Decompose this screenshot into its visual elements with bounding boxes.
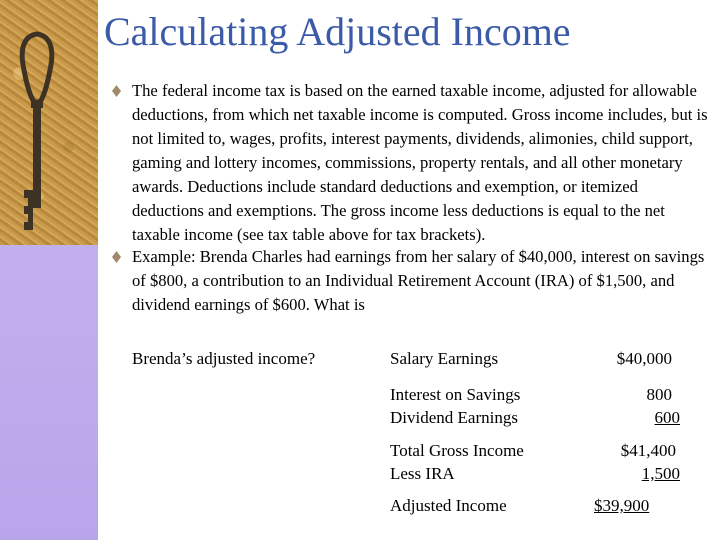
- slide-title: Calculating Adjusted Income: [104, 9, 571, 54]
- question-tail: Brenda’s adjusted income?: [132, 349, 316, 368]
- diamond-bullet-icon: [112, 85, 121, 97]
- row-value-less-ira: 1,500: [641, 464, 680, 483]
- row-value-interest: 800: [646, 385, 672, 404]
- key-icon: [14, 30, 60, 235]
- row-value-total-gross: $41,400: [620, 441, 676, 460]
- row-label-dividend: Dividend Earnings: [390, 408, 518, 427]
- decorative-violet-panel: [0, 245, 98, 540]
- row-label-interest: Interest on Savings: [390, 385, 521, 404]
- row-value-salary: $40,000: [616, 349, 672, 368]
- row-label-less-ira: Less IRA: [390, 464, 455, 483]
- row-value-adjusted: $39,900: [594, 496, 650, 515]
- row-label-adjusted: Adjusted Income: [390, 496, 507, 515]
- row-label-total-gross: Total Gross Income: [390, 441, 524, 460]
- row-value-dividend: 600: [654, 408, 680, 427]
- diamond-bullet-icon: [112, 251, 121, 263]
- row-label-salary: Salary Earnings: [390, 349, 499, 368]
- bullet-text-example: Example: Brenda Charles had earnings from her salary of $40,000, interest on savings of $800, a contribution to an Individual Retirement Account (IRA) of $1,500, and dividend earnings of $600. What is: [132, 247, 705, 314]
- bullet-text-tax-basis: The federal income tax is based on the earned taxable income, adjusted for allowable deductions, from which net taxable income is computed. Gross income includes, but is not limited to, wages, profits, interest payments, dividends, alimonies, child support, gaming and lottery incomes, commissions, property rentals, and all other monetary awards. Deductions include standard deductions and exemption, or itemized deductions and exemptions. The gross income less deductions is equal to the net taxable income (see tax table above for tax brackets).: [132, 81, 708, 244]
